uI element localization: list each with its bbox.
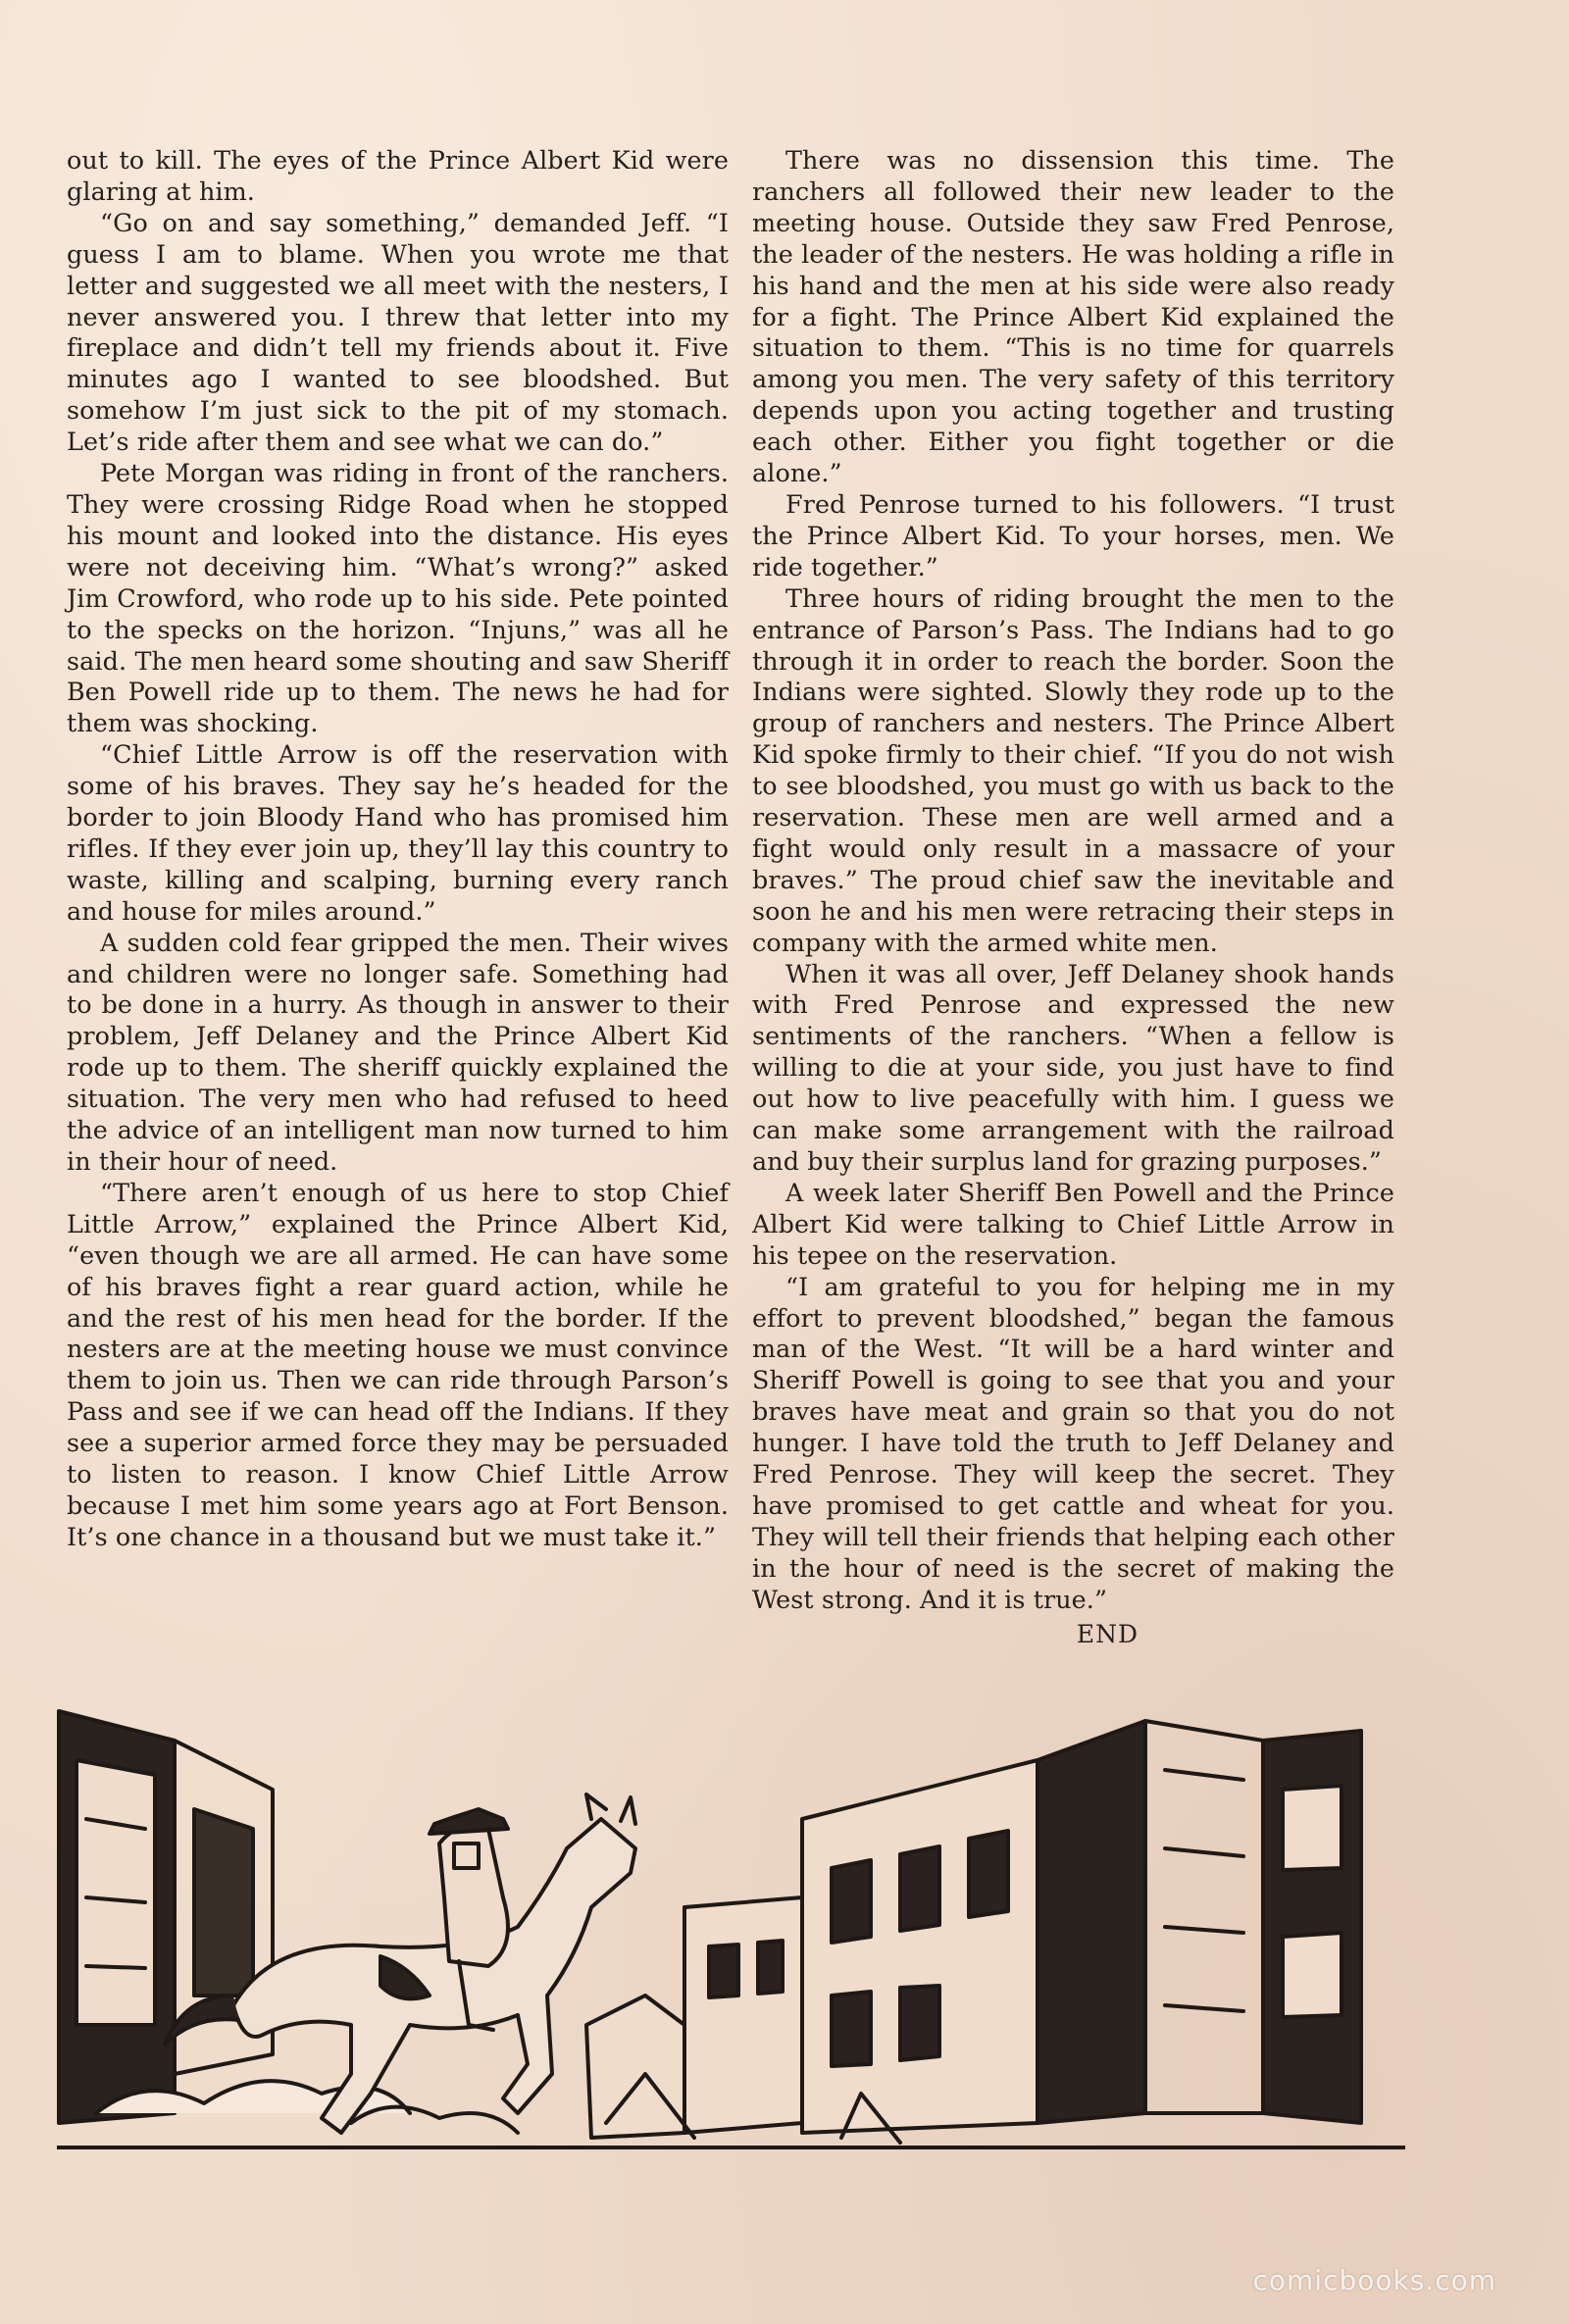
paragraph: out to kill. The eyes of the Prince Albert Kid were glaring at him. [67, 145, 729, 206]
western-town-illustration [57, 1701, 1405, 2172]
right-building-tall [802, 1760, 1038, 2133]
end-label: END [1076, 1619, 1139, 1648]
paragraph: Three hours of riding brought the men to the entrance of Parson’s Pass. The Indians had to go through it in order to reach the border. Soon the Indians were sighted. Slowly they rode up to the group of ranchers and nesters. The Prince Albert Kid spoke firmly to their chief. “If you do not wish to see bloodshed, you must go with us back to the reservation. These men are well armed and a fight would only result in a massacre of your braves.” The proud chief saw the inevitable and soon he and his men were retracing their steps in company with the armed white men. [752, 582, 1394, 957]
left-text-column [67, 145, 729, 1553]
rider [439, 1826, 508, 1966]
paragraph: There was no dissension this time. The ranchers all followed their new leader to the meeting house. Outside they saw Fred Penrose, the leader of the nesters. He was holding a rifle in his hand and the men at his side were also ready for a fight. The Prince Albert Kid explained the situation to them. “This is no time for quarrels among you men. The very safety of this territory depends upon you acting together and trusting each other. Either you fight together or die alone.” [752, 145, 1394, 488]
right-building-small [684, 1897, 802, 2133]
paragraph: Pete Morgan was riding in front of the ranchers. They were crossing Ridge Road when he stopped his mount and looked into the distance. His eyes were not deceiving him. “What’s wrong?” asked Jim Crowford, who rode up to his side. Pete pointed to the specks on the horizon. “Injuns,” was all he said. The men heard some shouting and saw Sheriff Ben Powell ride up to them. The news he had for them was shocking. [67, 458, 729, 738]
paragraph: A sudden cold fear gripped the men. Their wives and children were no longer safe. Something had to be done in a hurry. As though in answer to their problem, Jeff Delaney and the Prince Albert Kid rode up to them. The sheriff quickly explained the situation. The very men who had refused to heed the advice of an intelligent man now turned to him in their hour of need. [67, 927, 729, 1176]
paragraph: A week later Sheriff Ben Powell and the Prince Albert Kid were talking to Chief Little Arrow in his tepee on the reservation. [752, 1177, 1394, 1270]
paragraph: “Go on and say something,” demanded Jeff. “I guess I am to blame. When you wrote me that letter and suggested we all meet with the nesters, I never answered you. I threw that letter into my fireplace and didn’t tell my friends about it. Five minutes ago I wanted to see bloodshed. But somehow I’m just sick to the pit of my stomach. Let’s ride after them and see what we can do.” [67, 207, 729, 457]
watermark: comicbooks.com [1252, 2264, 1496, 2297]
right-text-column [752, 145, 1394, 1648]
paragraph: “I am grateful to you for helping me in my effort to prevent bloodshed,” began the famous man of the West. “It will be a hard winter and Sheriff Powell is going to see that you and your braves have meat and grain so that you do not hunger. I have told the truth to Jeff Delaney and Fred Penrose. They will keep the secret. They have promised to get cattle and wheat for you. They will tell their friends that helping each other in the hour of need is the secret of making the West strong. And it is true.” [752, 1271, 1394, 1614]
paragraph: When it was all over, Jeff Delaney shook hands with Fred Penrose and expressed the new sentiments of the ranchers. “When a fellow is willing to die at your side, you just have to find out how to live peacefully with him. I guess we can make some arrangement with the railroad and buy their surplus land for grazing purposes.” [752, 958, 1394, 1176]
paragraph: Fred Penrose turned to his followers. “I trust the Prince Albert Kid. To your horses, men. We ride together.” [752, 488, 1394, 581]
paragraph: “There aren’t enough of us here to stop Chief Little Arrow,” explained the Prince Albert Kid, “even though we are all armed. He can have some of his braves fight a rear guard action, while he and the rest of his men head for the border. If the nesters are at the meeting house we must convince them to join us. Then we can ride through Parson’s Pass and see if we can head off the Indians. If they see a superior armed force they may be persuaded to listen to reason. I know Chief Little Arrow because I met him some years ago at Fort Benson. It’s one chance in a thousand but we must take it.” [67, 1177, 729, 1551]
paragraph: “Chief Little Arrow is off the reservation with some of his braves. They say he’s headed for the border to join Bloody Hand who has promised him rifles. If they ever join up, they’ll lay this country to waste, killing and scalping, burning every ranch and house for miles around.” [67, 739, 729, 926]
